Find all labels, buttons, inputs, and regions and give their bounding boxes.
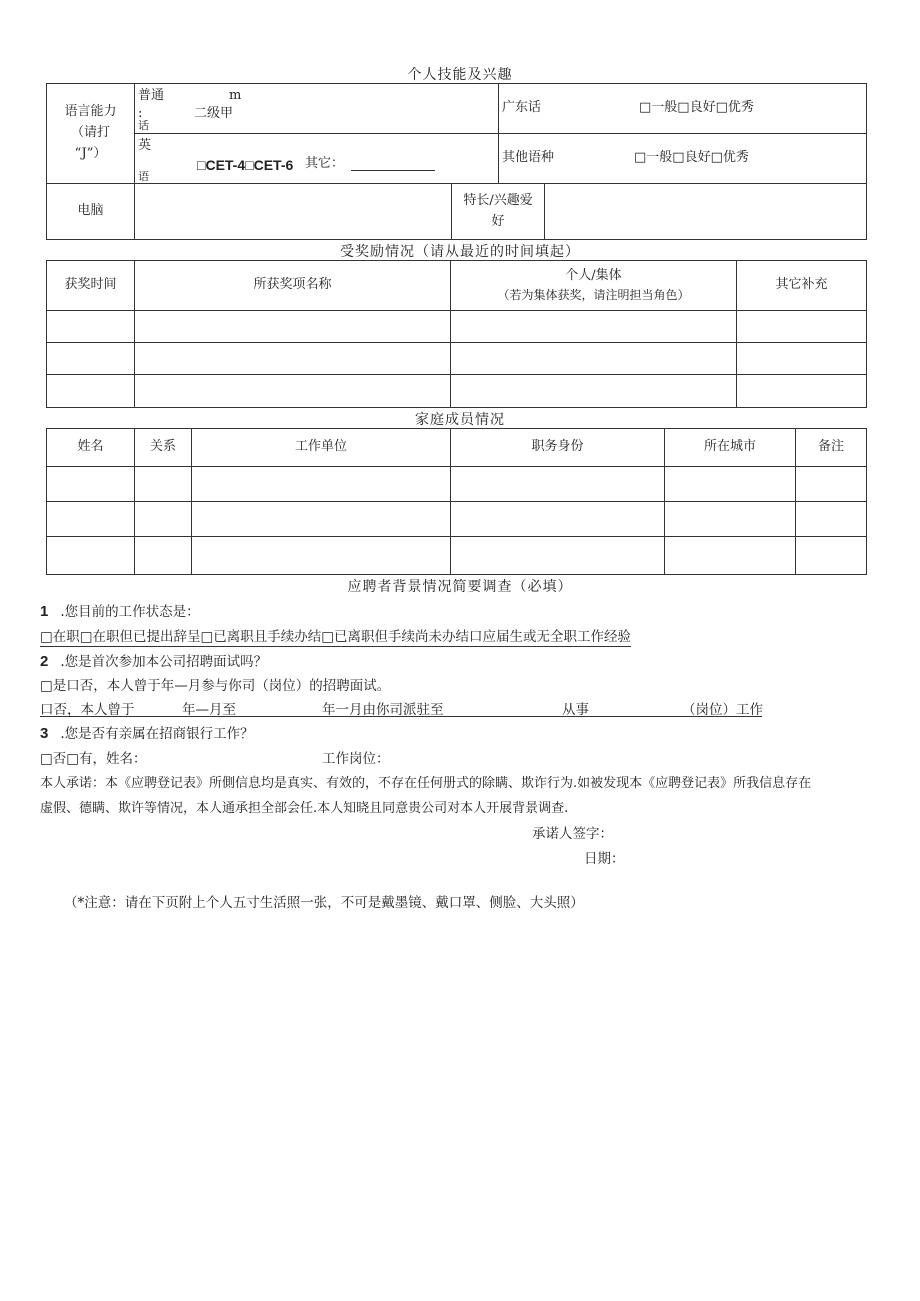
survey-title: 应聘者背景情况简要调查（必填） [347,579,573,595]
awards-table [46,260,867,408]
language-ability-label: 语言能力 （请打 “J”） [47,84,135,184]
survey-q3-position: 工作岗位： [322,751,390,767]
family-header-employer: 工作单位 [192,429,451,467]
table-row [47,502,867,537]
survey-q3: 3 .您是否有亲属在招商银行工作？ [40,725,254,742]
family-title: 家庭成员情况 [415,412,505,428]
family-table [46,428,867,575]
survey-q1-options[interactable]: □在职□在职但已提出辞呈□已离职且手续办结□已离职但手续尚未办结口应届生或无全职工作经验 [40,625,631,647]
english-other-input[interactable] [351,154,435,171]
table-row [47,537,867,575]
signer-label[interactable]: 承诺人签字： [532,826,613,842]
awards-header-time: 获奖时间 [47,261,135,311]
english-cell[interactable]: 英 语 □CET-4□CET-6 其它： [135,134,499,184]
awards-header-name: 所获奖项名称 [135,261,451,311]
family-header-title: 职务身份 [451,429,665,467]
table-row [47,343,867,375]
date-label[interactable]: 日期： [584,851,625,867]
table-row [47,375,867,408]
pledge-line2: 虚假、德瞒、欺许等情况，本人通承担全部会任.本人知晓且同意贵公司对本人开展背景调查. [40,801,569,816]
table-row [47,311,867,343]
english-other-label: 其它： [305,156,345,171]
family-header-city: 所在城市 [665,429,796,467]
cet-options: □CET-4□CET-6 [197,157,294,173]
mandarin-level: 二级甲 [194,106,234,121]
awards-title: 受奖励情况（请从最近的时间填起） [340,244,580,260]
computer-input[interactable] [135,184,452,240]
computer-label: 电脑 [47,184,135,240]
family-header-name: 姓名 [47,429,135,467]
other-lang-label: 其他语种 [502,150,555,165]
survey-q2-line1[interactable]: □是口否，本人曾于年—月参与你司（岗位）的招聘面试。 [40,678,391,694]
mandarin-cell[interactable]: 普通 : 话 m 二级甲 [135,84,499,134]
awards-header-type: 个人/集体 （若为集体获奖，请注明担当角色） [451,261,737,311]
survey-q2-line2[interactable]: 口否，本人曾于 年—月至 年一月由你司派驻至 从事 （岗位）工作 [40,698,762,717]
survey-q1: 1 .您目前的工作状态是： [40,603,200,620]
pledge-line1: 本人承诺：本《应聘登记表》所側信息均是真实、有效的，不存在任何册式的除瞒、欺诈行为.如被发现本《应聘登记表》所我信息存在 [40,776,812,791]
skills-title: 个人技能及兴趣 [407,67,513,83]
family-header-note: 备注 [796,429,867,467]
family-header-relation: 关系 [135,429,192,467]
cantonese-label: 广东话 [502,100,542,115]
survey-q3-answer[interactable]: □否□有，姓名： 工作岗位： [40,747,400,765]
skills-table [46,83,867,240]
cantonese-options: □一般□良好□优秀 [639,100,754,115]
table-row [47,467,867,502]
other-lang-options: □一般□良好□优秀 [634,150,749,165]
awards-header-extra: 其它补充 [737,261,867,311]
photo-note: （*注意：请在下页附上个人五寸生活照一张，不可是戴墨镜、戴口罩、侧脸、大头照） [64,895,584,911]
mandarin-mark: m [229,88,242,103]
hobby-label: 特长/兴趣爱 好 [452,184,545,240]
hobby-input[interactable] [545,184,867,240]
survey-q2: 2 .您是首次参加本公司招聘面试吗？ [40,653,268,670]
other-lang-cell[interactable] [499,134,867,184]
cantonese-cell[interactable] [499,84,867,134]
